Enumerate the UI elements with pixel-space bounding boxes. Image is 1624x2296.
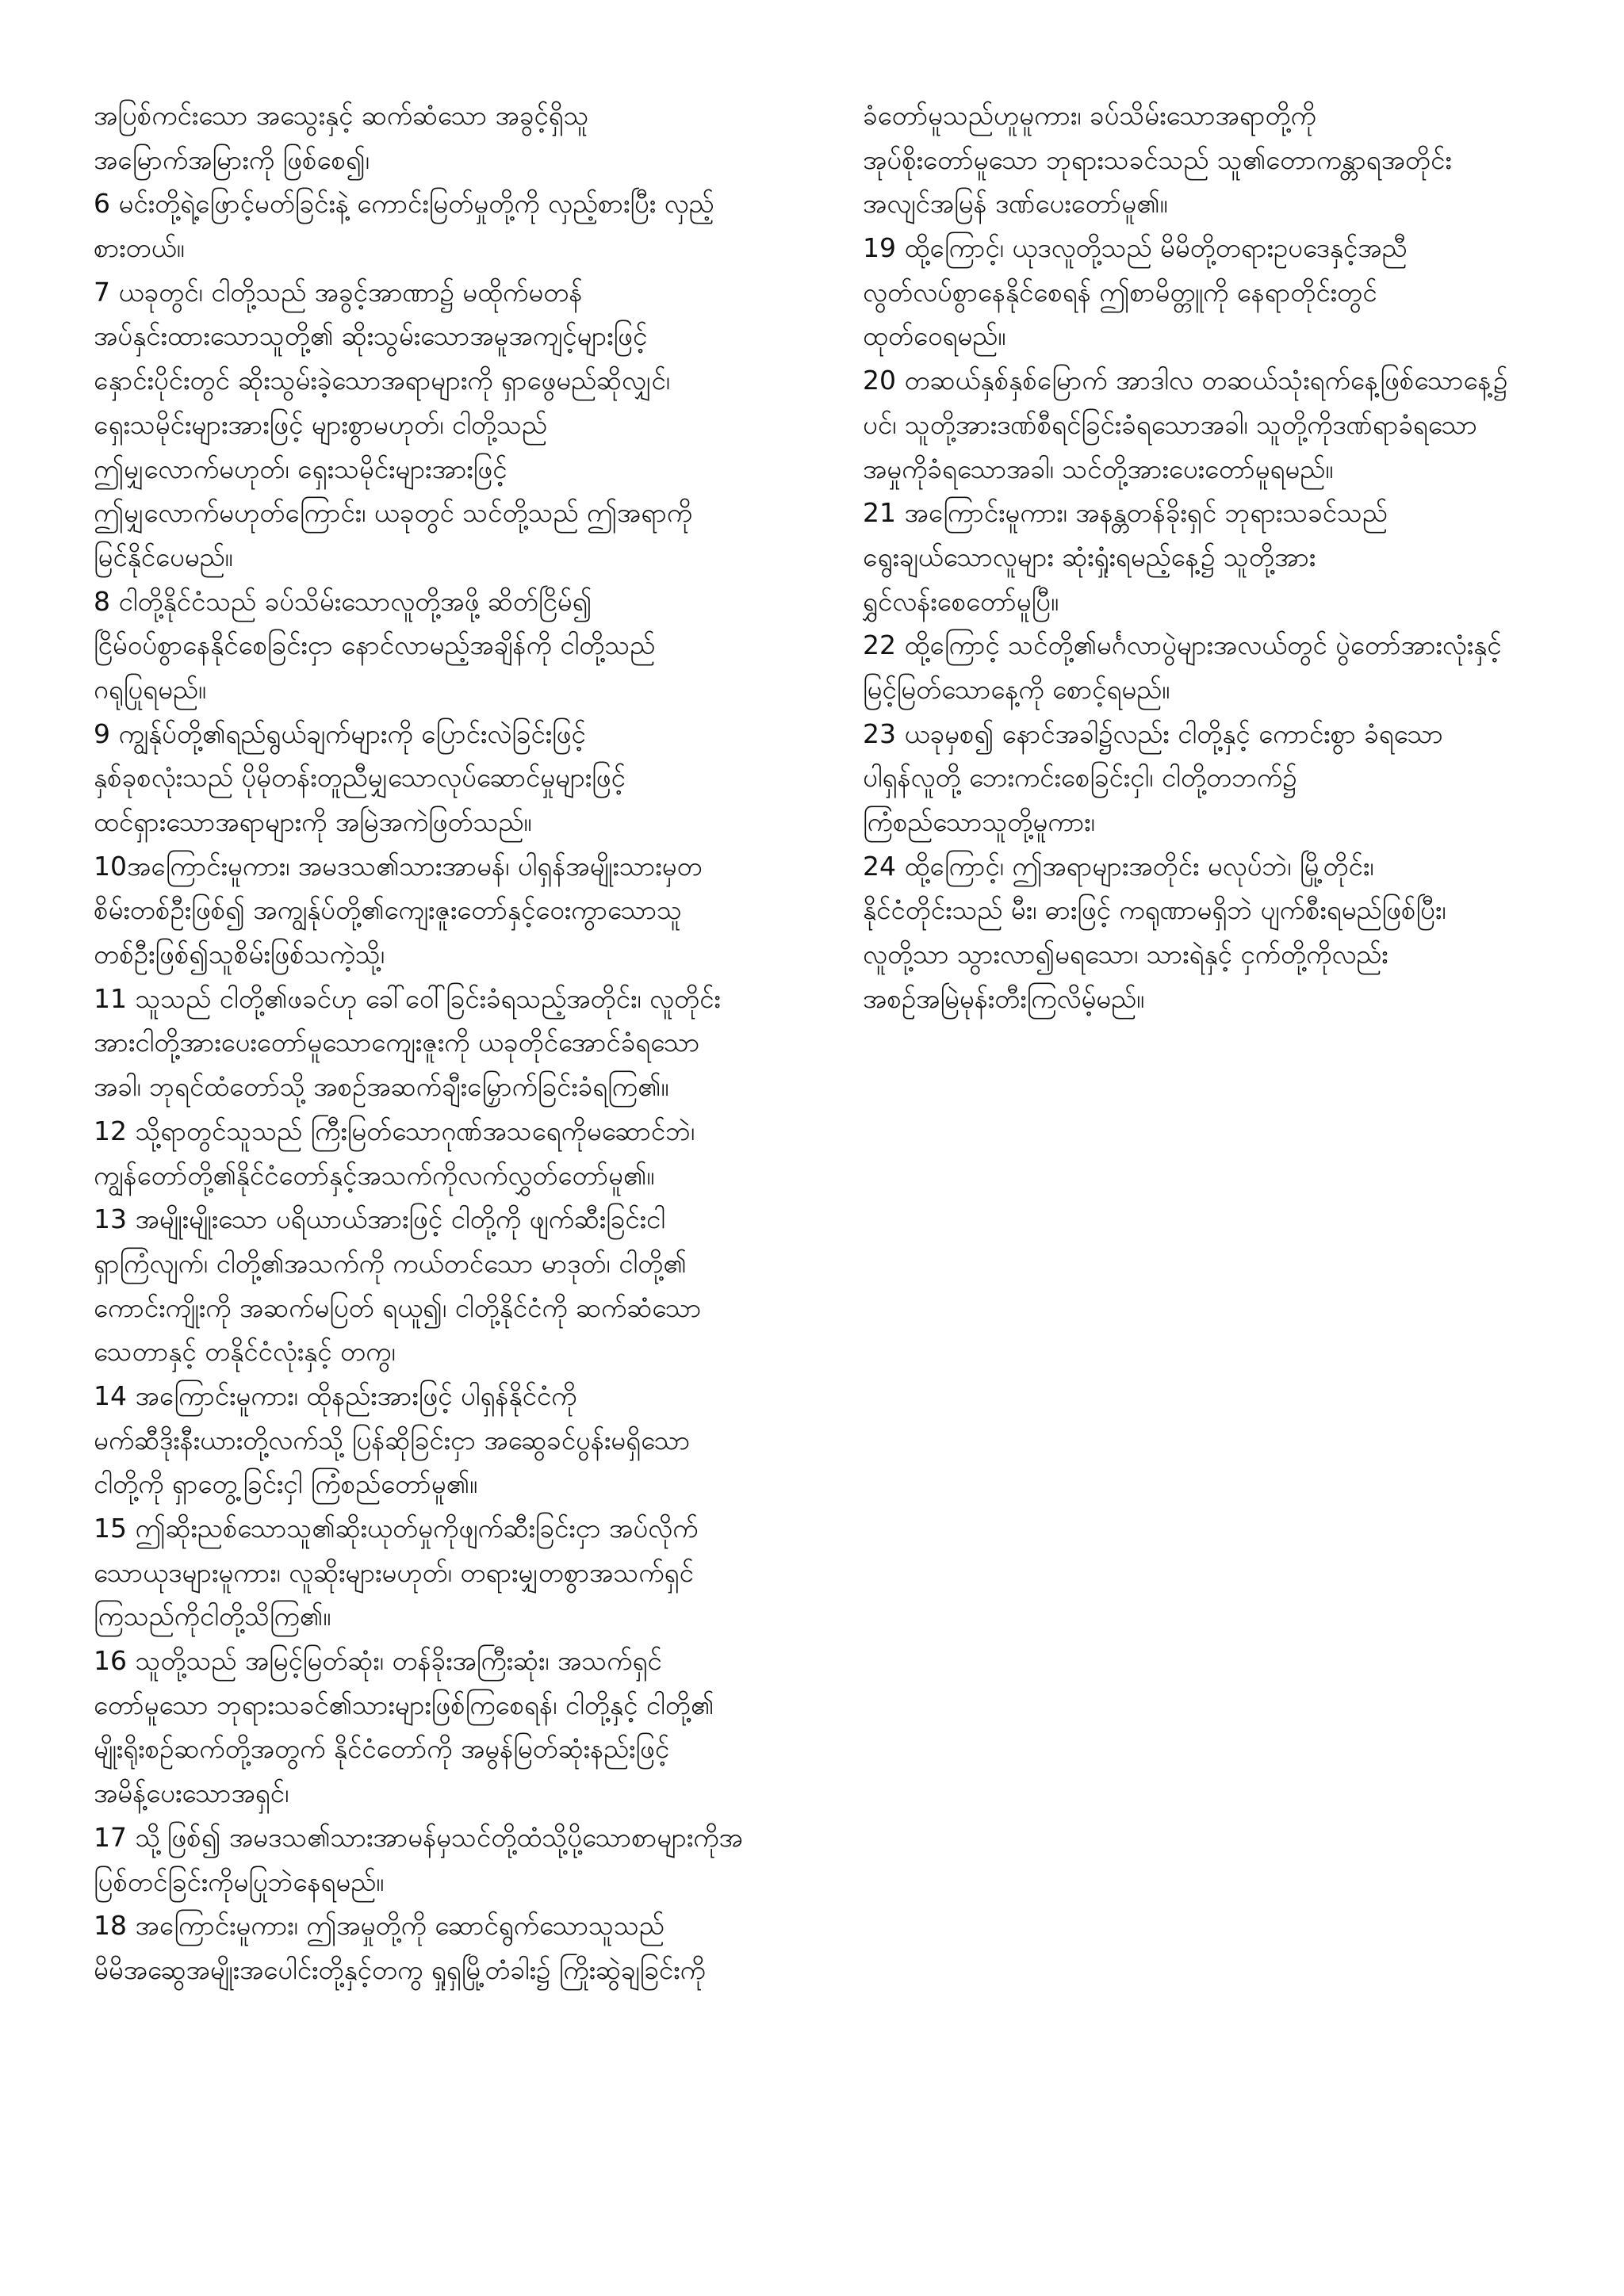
- text-line: 22 ထို့ကြောင့် သင်တို့၏မင်္ဂလာပွဲများအလယ်တွင် ပွဲတော်အားလုံးနှင့်: [863, 629, 1502, 661]
- text-line: 12 သို့ရာတွင်သူသည် ကြီးမြတ်သောဂုဏ်အသရေကိုမဆောင်ဘဲ၊: [94, 1115, 695, 1146]
- text-line: 20 တဆယ်နှစ်နှစ်မြောက် အာဒါလ တဆယ်သုံးရက်နေ့ဖြစ်သောနေ့၌: [863, 365, 1508, 396]
- text-line: ငြိမ်ဝပ်စွာနေနိုင်စေခြင်းငှာ နောင်လာမည့်အချိန်ကို ငါတို့သည်: [94, 629, 656, 661]
- text-line: စိမ်းတစ်ဦးဖြစ်၍ အကျွန်ုပ်တို့၏ကျေးဇူးတော်နှင့်ဝေးကွာသောသူ: [94, 894, 682, 926]
- text-line: အမှုကိုခံရသောအခါ၊ သင်တို့အားပေးတော်မူရမည်။: [863, 453, 1334, 484]
- text-line: မက်ဆီဒိုးနီးယားတို့လက်သို့ ပြန်ဆိုခြင်းငှာ အဆွေခင်ပွန်းမရှိသော: [94, 1424, 691, 1456]
- text-line: 7 ယခုတွင်၊ ငါတို့သည် အခွင့်အာဏာ၌ မထိုက်မတန်: [94, 276, 583, 308]
- text-line: အလျင်အမြန် ဒဏ်ပေးတော်မူ၏။: [863, 188, 1168, 220]
- text-line: မြင်နိုင်ပေမည်။: [94, 541, 233, 572]
- text-line: ဤမျှလောက်မဟုတ်၊ ရှေးသမိုင်းများအားဖြင့်: [94, 453, 508, 484]
- text-line: နှောင်းပိုင်းတွင် ဆိုးသွမ်းခဲ့သောအရာများကို ရှာဖွေမည်ဆိုလျှင်၊: [94, 365, 670, 396]
- text-line: 17 သို့ဖြစ်၍ အမဒသ၏သားအာမန်မှသင်တို့ထံသို့ပို့သောစာများကိုအ: [94, 1821, 743, 1853]
- text-line: ကြံစည်သောသူတို့မူကား၊: [863, 806, 1095, 837]
- text-line: သေတာနှင့် တနိုင်ငံလုံးနှင့် တကွ၊: [94, 1336, 396, 1368]
- text-line: 19 ထို့ကြောင့်၊ ယုဒလူတို့သည် မိမိတို့တရားဥပဒေနှင့်အညီ: [863, 232, 1408, 264]
- text-line: 16 သူတို့သည် အမြင့်မြတ်ဆုံး၊ တန်ခိုးအကြီးဆုံး၊ အသက်ရှင်: [94, 1645, 662, 1677]
- text-line: 18 အကြောင်းမူကား၊ ဤအမှုတို့ကို ဆောင်ရွက်သောသူသည်: [94, 1910, 665, 1942]
- text-line: ရှာကြံလျက်၊ ငါတို့၏အသက်ကို ကယ်တင်သော မာဒုတ်၊ ငါတို့၏: [94, 1247, 687, 1279]
- text-line: အားငါတို့အားပေးတော်မူသောကျေးဇူးကို ယခုတိုင်အောင်ခံရသော: [94, 1027, 700, 1058]
- text-line: ရှေးသမိုင်းများအားဖြင့် များစွာမဟုတ်၊ ငါတို့သည်: [94, 408, 547, 440]
- text-line: 9 ကျွန်ုပ်တို့၏ရည်ရွယ်ချက်များကို ပြောင်းလဲခြင်းဖြင့်: [94, 718, 586, 749]
- text-line: နိုင်ငံတိုင်းသည် မီး၊ ဓားဖြင့် ကရုဏာမရှိဘဲ ပျက်စီးရမည်ဖြစ်ပြီး၊: [863, 894, 1446, 926]
- text-line: ဤမျှလောက်မဟုတ်ကြောင်း၊ ယခုတွင် သင်တို့သည် ဤအရာကို: [94, 497, 693, 529]
- text-line: 24 ထို့ကြောင့်၊ ဤအရာများအတိုင်း မလုပ်ဘဲ၊ မြို့တိုင်း၊: [863, 850, 1374, 882]
- text-line: 23 ယခုမှစ၍ နောင်အခါ၌လည်း ငါတို့နှင့် ကောင်းစွာ ခံရသော: [863, 718, 1443, 749]
- text-line: ငါတို့ကို ရှာတွေ့ခြင်းငှါ ကြံစည်တော်မူ၏။: [94, 1468, 477, 1500]
- text-line: အစဉ်အမြဲမုန်းတီးကြလိမ့်မည်။: [863, 982, 1145, 1014]
- text-line: စားတယ်။: [94, 232, 185, 264]
- text-line: ကောင်းကျိုးကို အဆက်မပြတ် ရယူ၍၊ ငါတို့နိုင်ငံကို ဆက်ဆံသော: [94, 1292, 702, 1323]
- text-line: ပြစ်တင်ခြင်းကိုမပြုဘဲနေရမည်။: [94, 1866, 385, 1897]
- text-line: 21 အကြောင်းမူကား၊ အနန္တတန်ခိုးရှင် ဘုရားသခင်သည်: [863, 497, 1388, 529]
- text-line: တစ်ဦးဖြစ်၍သူစိမ်းဖြစ်သကဲ့သို့၊: [94, 939, 385, 970]
- text-line: 13 အမျိုးမျိုးသော ပရိယာယ်အားဖြင့် ငါတို့ကို ဖျက်ဆီးခြင်းငါ: [94, 1203, 665, 1235]
- text-line: 8 ငါတို့နိုင်ငံသည် ခပ်သိမ်းသောလူတို့အဖို့ ဆိတ်ငြိမ်၍: [94, 585, 592, 617]
- text-line: လွတ်လပ်စွာနေနိုင်စေရန် ဤစာမိတ္တူကို နေရာတိုင်းတွင်: [863, 276, 1377, 308]
- text-line: နှစ်ခုစလုံးသည် ပိုမိုတန်းတူညီမျှသောလုပ်ဆောင်မှုများဖြင့်: [94, 762, 626, 794]
- text-line: 10အကြောင်းမူကား၊ အမဒသ၏သားအာမန်၊ ပါရှန်အမျိုးသားမှတ: [94, 850, 703, 882]
- text-line: 15 ဤဆိုးညစ်သောသူ၏ဆိုးယုတ်မှုကိုဖျက်ဆီးခြင်းငှာ အပ်လိုက်: [94, 1513, 699, 1544]
- text-line: အပြစ်ကင်းသော အသွေးနှင့် ဆက်ဆံသော အခွင့်ရှိသူ: [94, 100, 589, 131]
- text-line: အမိန့်ပေးသောအရှင်၊: [94, 1777, 289, 1809]
- text-line: ရွှင်လန်းစေတော်မူပြီ။: [863, 585, 1059, 617]
- text-line: ထင်ရှားသောအရာများကို အမြဲအကဲဖြတ်သည်။: [94, 806, 532, 837]
- text-line: မြင့်မြတ်သောနေ့ကို စောင့်ရမည်။: [863, 673, 1170, 705]
- text-line: အမြောက်အမြားကို ဖြစ်စေ၍၊: [94, 144, 370, 175]
- text-line: ပင်၊ သူတို့အားဒဏ်စီရင်ခြင်းခံရသောအခါ၊ သူတို့ကိုဒဏ်ရာခံရသော: [863, 408, 1477, 440]
- right-text-column: [863, 94, 1561, 1020]
- text-line: 6 မင်းတို့ရဲ့ဖြောင့်မတ်ခြင်းနဲ့ ကောင်းမြတ်မှုတို့ကို လှည့်စားပြီး လှည့်: [94, 188, 714, 220]
- text-line: တော်မူသော ဘုရားသခင်၏သားများဖြစ်ကြစေရန်၊ ငါတို့နှင့် ငါတို့၏: [94, 1689, 714, 1720]
- text-line: ခံတော်မူသည်ဟူမူကား၊ ခပ်သိမ်းသောအရာတို့ကို: [863, 100, 1316, 131]
- text-line: ကြသည်ကိုငါတို့သိကြ၏။: [94, 1601, 331, 1632]
- text-line: အပ်နှင်းထားသောသူတို့၏ ဆိုးသွမ်းသောအမူအကျင့်များဖြင့်: [94, 320, 648, 352]
- text-line: အုပ်စိုးတော်မူသော ဘုရားသခင်သည် သူ၏တောကန္တာရအတိုင်း: [863, 144, 1452, 175]
- text-line: မျိုးရိုးစဉ်ဆက်တို့အတွက် နိုင်ငံတော်ကို အမွန်မြတ်ဆုံးနည်းဖြင့်: [94, 1733, 670, 1765]
- text-line: 14 အကြောင်းမူကား၊ ထိုနည်းအားဖြင့် ပါရှန်နိုင်ငံကို: [94, 1380, 577, 1411]
- text-line: 11 သူသည် ငါတို့၏ဖခင်ဟု ခေါ်ဝေါ်ခြင်းခံရသည့်အတိုင်း၊ လူတိုင်း: [94, 982, 721, 1014]
- text-line: ထုတ်ဝေရမည်။: [863, 320, 1006, 352]
- text-line: ပါရှန်လူတို့ ဘေးကင်းစေခြင်းငှါ၊ ငါတို့တဘက်၌: [863, 762, 1297, 794]
- text-line: အခါ၊ ဘုရင်ထံတော်သို့ အစဉ်အဆက်ချီးမြှောက်ခြင်းခံရကြ၏။: [94, 1071, 669, 1103]
- text-line: မိမိအဆွေအမျိုးအပေါင်းတို့နှင့်တကွ ရှုရှမြို့တံခါး၌ ကြိုးဆွဲချခြင်းကို: [94, 1954, 706, 1985]
- left-text-column: [94, 94, 807, 1992]
- text-line: ကျွန်တော်တို့၏နိုင်ငံတော်နှင့်အသက်ကိုလက်လွှတ်တော်မူ၏။: [94, 1159, 655, 1191]
- text-line: သောယုဒများမူကား၊ လူဆိုးများမဟုတ်၊ တရားမျှတစွာအသက်ရှင်: [94, 1556, 694, 1588]
- text-line: လူတို့သာ သွားလာ၍မရသော၊ သားရဲနှင့် ငှက်တို့ကိုလည်း: [863, 939, 1388, 970]
- text-line: ဂရုပြုရမည်။: [94, 673, 206, 705]
- text-line: ရွေးချယ်သောလူများ ဆုံးရှုံးရမည့်နေ့၌ သူတို့အား: [863, 541, 1316, 572]
